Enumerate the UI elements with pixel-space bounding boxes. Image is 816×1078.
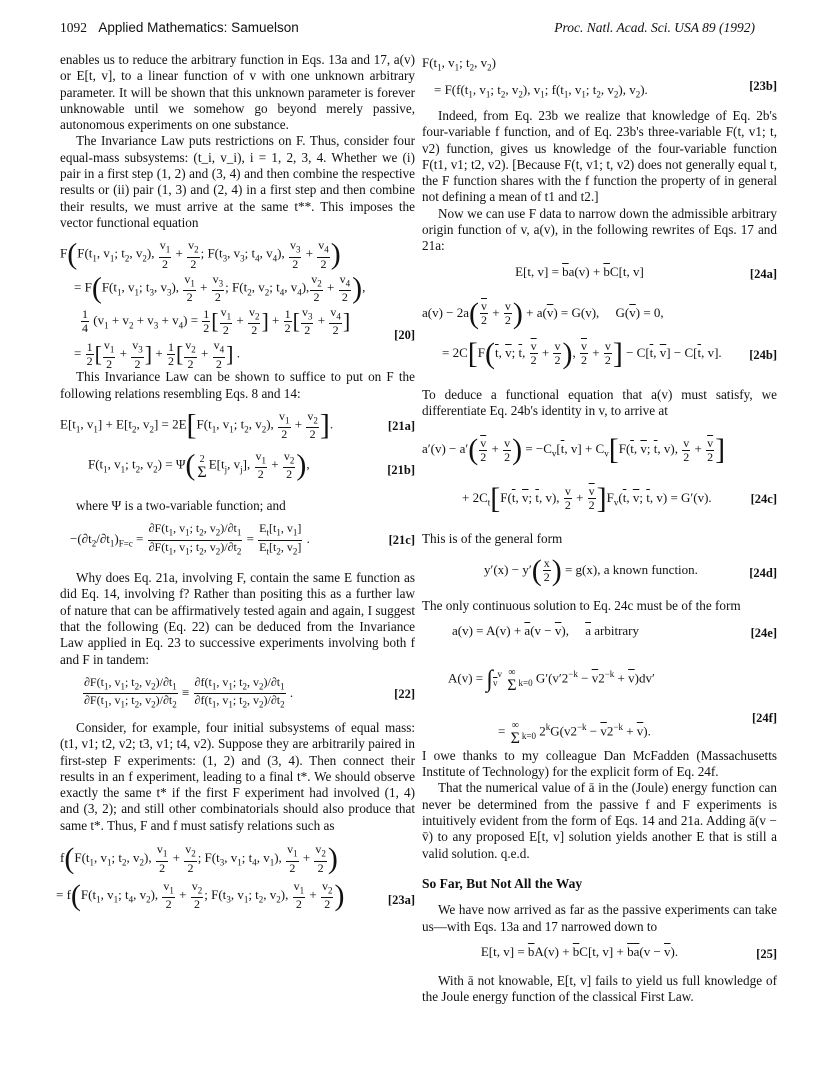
equation-23a: $f(F(t_1$, $v_1$; $t_2$, $v_2$), $\frac{v_1}{2}$ + $\frac{v_2}{2}$ ; $F(t_3$, $v_1$; $t_4$, $v_1$), $\frac{v_1}{2}$ + $\frac{v_2}{2}$ ) = $f(F(t_1$, $v_1$; $t_4$, $v_2$), $\frac{v_1}{2}$ + $\frac{v_2}{2}$ ; $F(t_3$, $v_1$; $t_2$, $v_2$), $\frac{v_1}{2}$ + $\frac{v_2}{2}$ ) [23a]	[60, 842, 415, 918]
equation-tag: [24f]	[752, 710, 777, 725]
paragraph: This is of the general form	[422, 531, 563, 547]
paragraph: Indeed, from Eq. 23b we realize that knowledge of Eq. 2b's four-variable f function, and of Eq. 23b's three-variable F(t, v1; t, v2) function, gives us knowledge of the four-variable function F(t1, v1; t2, v2). [Because F(t, v1; t, v2) does not generally equal t, the F function shares with the f function the property of in general not defining a mean of t1 and t2.]	[422, 108, 777, 205]
journal-citation: Proc. Natl. Acad. Sci. USA 89 (1992)	[554, 20, 755, 35]
equation-24d: y′(x) − y′( $\frac{x}{2}$ ) = g(x), a known function. [24d]	[484, 553, 777, 587]
running-section: Applied Mathematics: Samuelson	[98, 20, 299, 35]
equation-tag: [21c]	[388, 533, 415, 548]
paragraph: To deduce a functional equation that a(v) must satisfy, we differentiate Eq. 24b's identity in v, to arrive at	[422, 386, 777, 418]
equation-tag: [22]	[394, 686, 415, 701]
equation-tag: [24a]	[749, 266, 777, 281]
equation-text: , a known function.	[597, 561, 698, 577]
equation-25: E[t, $v] = \overline{b}A(v) + \overline{b}C[t$, $v] + \overline{b}\overline{a}(v - \overline{v})$. [25]	[480, 943, 777, 961]
page-header-left	[60, 20, 299, 36]
equation-tag: [25]	[756, 946, 777, 961]
equation-tag: [21b]	[387, 462, 415, 477]
equation-tag: [24c]	[750, 492, 777, 507]
equation-tag: [23a]	[387, 893, 415, 908]
paragraph: The only continuous solution to Eq. 24c must be of the form	[422, 597, 741, 613]
section-heading: So Far, But Not All the Way	[422, 875, 583, 891]
equation-tag: [24b]	[749, 347, 777, 362]
right-column	[422, 52, 777, 1005]
paragraph: Why does Eq. 21a, involving F, contain the same E function as did Eq. 14, involving f? Rather than positing this as a further law of nature that can be affirmatively tested again and again, I suggest that the following (Eq. 22) can be deduced from the Invariance Law applied in Eq. 23 to successive experiments involving both f and F in tandem:	[60, 570, 415, 667]
paragraph: Consider, for example, four initial subsystems of equal mass: (t1, v1; t2, v2; t3, v1; t4, v2). Suppose they are arbitrarily paired in first-step F experiments: (1, 2) and (3, 4). Then connect their results in an f experiment, leading to a final t*. We should observe exactly the same t* if the first F experiment had involved (1, 4) and (3, 2); and still other combinatorials should also produce that same t*. Thus, F and f must satisfy relations such as	[60, 719, 415, 833]
paragraph: With ā not knowable, E[t, v] fails to yield us full knowledge of the Joule energy function of the classical First Law.	[422, 972, 777, 1005]
paragraph: That the numerical value of ā in the (Joule) energy function can never be determined from the passive f and F experiments is intuitively evident from the form of Eqs. 14 and 21a. Adding ā(v − v̄) to any proposed E[t, v] solution yields another E that is still a valid solution. q.e.d.	[422, 780, 777, 861]
equation-note: arbitrary	[594, 622, 640, 638]
equation-21a: $E[t_1$, $v_1] + E[t_2$, $v_2] = 2E[F(t_1$, $v_1$; $t_2$, $v_2$), $\frac{v_1}{2}$ + $\frac{v_2}{2}$ ]. [21a]	[60, 408, 415, 442]
equation-tag: [21a]	[387, 418, 415, 433]
equation-24c: a′(v) − a′( $\frac{\overline{v}}{2}$ + $\frac{v}{2}$ ) = $-C_v[\overline{t}$, $v] + C_v[F(\overline{t}$, $\overline{v}$; $\overline{t}$, v), $\frac{v}{2}$ + $\frac{\overline{v}}{2}$ ] + $2C_t[F(\overline{t}$, $\overline{v}$; $\overline{t}$, v), $\frac{v}{2}$ + $\frac{\overline{v}}{2}$ ]$F_v(\overline{t}$, $\overline{v}$; $\overline{t}$, v) = G′(v). [24c]	[422, 427, 777, 523]
equation-tag: [23b]	[749, 79, 777, 93]
paragraph: The Invariance Law puts restrictions on F. Thus, consider four equal-mass subsystems: (t_i, v_i), i = 1, 2, 3, 4. Whether we (i) pair in a first step (1, 2) and (3, 4) and then combine the respective results or (ii) pair (1, 3) and (2, 4) in a first step and then combine their results, we must arrive at the same t**. This imposes the vector functional equation	[60, 133, 415, 230]
paragraph: enables us to reduce the arbitrary function in Eqs. 13a and 17, a(v) or E[t, v], to a linear function of v with one unknown arbitrary parameter. It will be shown that this unknown parameter is forever unknowable until we somehow go beyond merely passive, autonomous experiments on one substance.	[60, 52, 415, 133]
paragraph: Now we can use F data to narrow down the admissible arbitrary origin function of v, a(v), in the following rewrites of Eqs. 17 and 21a:	[422, 205, 777, 254]
equation-24a: E[t, $v] = \overline{b}a(v) + \overline{b}C[t$, v] [24a]	[515, 263, 777, 281]
equation-24e: $a(v) = A(v) + \overline{a}(v - \overline{v})$, $\overline{a}$ arbitrary [24e]	[452, 622, 777, 640]
equation-23b: $F(t_1$, $v_1$; $t_2$, $v_2$) = $F(f(t_1$, $v_1$; $t_2$, $v_2$), $v_1$; $f(t_1$, $v_1$; $t_2$, $v_2$), $v_2$). [23b]	[422, 55, 777, 100]
equation-21b: $F(t_1$, $v_1$; $t_2$, $v_2) = \Psi$( 2 Σ $E[t_j$, $v_j$], $\frac{v_1}{2}$ + $\frac{v_2}{2}$ ), [21b]	[88, 448, 415, 482]
equation-21c: $-(\partial t_2/\partial t_1)_{F=c}$ = $\frac{\partial F(t_1, v_1; t_2, v_2)/\partial t_1}{\partial F(t_1, v_1; t_2, v_2)/\partial t_2}$ = $\frac{E_t[t_1, v_1]}{E_t[t_2, v_2]}$ . [21c]	[70, 521, 415, 556]
page-number: 1092	[60, 20, 87, 35]
paragraph: This Invariance Law can be shown to suffice to put on F the following relations resembling Eqs. 8 and 14:	[60, 369, 415, 401]
left-column	[56, 52, 415, 918]
equation-22: $\frac{\partial F(t_1, v_1; t_2, v_2)/\partial t_1}{\partial F(t_1, v_1; t_2, v_2)/\partial t_2}$ ≡ $\frac{\partial f(t_1, v_1; t_2, v_2)/\partial t_1}{\partial f(t_1, v_1; t_2, v_2)/\partial t_2}$ . [22]	[84, 674, 415, 710]
equation-tag: [20]	[394, 328, 415, 343]
equation-20: $F(F(t_1$, $v_1$; $t_2$, $v_2$), $\frac{v_1}{2}$ + $\frac{v_2}{2}$ ; $F(t_3$, $v_3$; $t_4$, $v_4$), $\frac{v_3}{2}$ + $\frac{v_4}{2}$ ) = $F(F(t_1$, $v_1$; $t_3$, $v_3$), $\frac{v_1}{2}$ + $\frac{v_3}{2}$ ; $F(t_2$, $v_2$; $t_4$, $v_4$), $\frac{v_2}{2}$ + $\frac{v_4}{2}$ ), $\frac{1}{4}$ $(v_1 + v_2 + v_3 + v_4)$ = $\frac{1}{2}$ [ $\frac{v_1}{2}$ + $\frac{v_2}{2}$ ] + $\frac{1}{2}$ [ $\frac{v_3}{2}$ + $\frac{v_4}{2}$ ] = $\frac{1}{2}$ [ $\frac{v_1}{2}$ + $\frac{v_3}{2}$ ] + $\frac{1}{2}$ [ $\frac{v_2}{2}$ + $\frac{v_4}{2}$ ] . [20]	[60, 237, 415, 371]
paragraph: We have now arrived as far as the passive experiments can take us—with Eqs. 13a and 17 narrowed down to	[422, 902, 777, 934]
paragraph: where Ψ is a two-variable function; and	[76, 497, 286, 513]
equation-24b: a(v) − 2a( $\frac{\overline{v}}{2}$ + $\frac{v}{2}$ ) + $a(\overline{v}) = G(v)$, $G(\overline{v}) = 0$, = $2C[F(\overline{t}$, $\overline{v}$; $\overline{t}$, $\frac{\overline{v}}{2}$ + $\frac{v}{2}$ ), $\frac{\overline{v}}{2}$ + $\frac{v}{2}$ ] − $C[\overline{t}$, $\overline{v}] - C[\overline{t}$, v]. [24b]	[422, 293, 777, 379]
paragraph: I owe thanks to my colleague Dan McFadden (Massachusetts Institute of Technology) for the explicit form of Eq. 24f.	[422, 747, 777, 780]
equation-tag: [24d]	[749, 565, 777, 580]
equation-tag: [24e]	[750, 625, 777, 640]
equation-24f: $A(v) = \int_{\overline{v}}^v$ ∞ Σ $_{k=0}$ $G'(v'2^{-k} - \overline{v}2^{-k} + \overline{v})dv'$ = ∞ Σ $_{k=0}$ $2^kG(v2^{-k} - \overline{v}2^{-k} + \overline{v})$. [24f]	[448, 666, 777, 748]
